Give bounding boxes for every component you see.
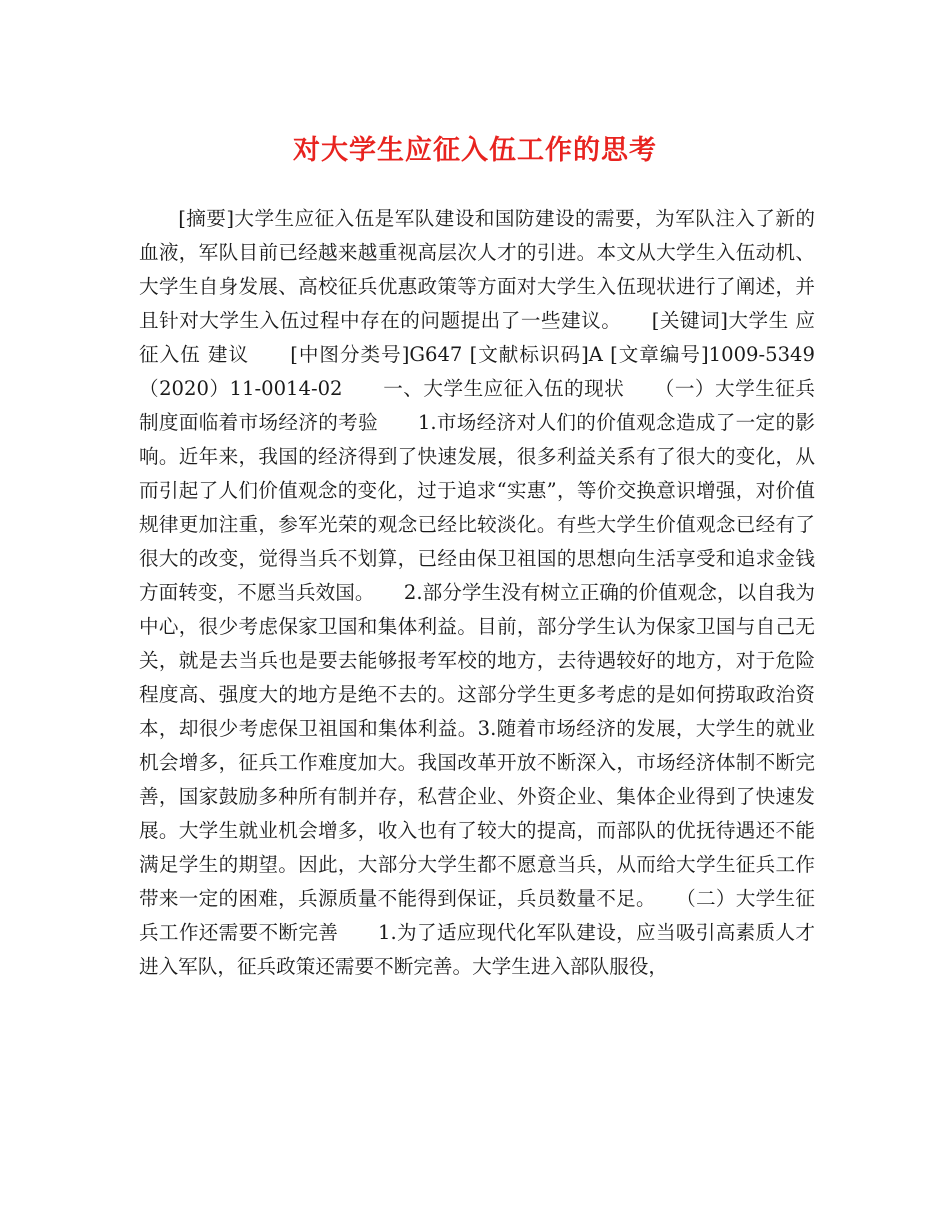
document-title: 对大学生应征入伍工作的思考 — [293, 135, 657, 166]
document-body: [摘要]大学生应征入伍是军队建设和国防建设的需要，为军队注入了新的血液，军队目前已经越来越重视高层次人才的引进。本文从大学生入伍动机、大学生自身发展、高校征兵优惠政策等方面对大学生入伍现状进行了阐述，并且针对大学生入伍过程中存在的问题提出了一些建议。 [关键词]大学生 应征入伍 建议 [中图分类号]G647 [文献标识码]A [文章编号]1009-5349（2020）11-0014-02 一、大学生应征入伍的现状 （一）大学生征兵制度面临着市场经济的考验 1.市场经济对人们的价值观念造成了一定的影响。近年来，我国的经济得到了快速发展，很多利益关系有了很大的变化，从而引起了人们价值观念的变化，过于追求“实惠”，等价交换意识增强，对价值规律更加注重，参军光荣的观念已经比较淡化。有些大学生价值观念已经有了很大的改变，觉得当兵不划算，已经由保卫祖国的思想向生活享受和追求金钱方面转变，不愿当兵效国。 2.部分学生没有树立正确的价值观念，以自我为中心，很少考虑保家卫国和集体利益。目前，部分学生认为保家卫国与自己无关，就是去当兵也是要去能够报考军校的地方，去待遇较好的地方，对于危险程度高、强度大的地方是绝不去的。这部分学生更多考虑的是如何捞取政治资本，却很少考虑保卫祖国和集体利益。3.随着市场经济的发展，大学生的就业机会增多，征兵工作难度加大。我国改革开放不断深入，市场经济体制不断完善，国家鼓励多种所有制并存，私营企业、外资企业、集体企业得到了快速发展。大学生就业机会增多，收入也有了较大的提高，而部队的优抚待遇还不能满足学生的期望。因此，大部分大学生都不愿意当兵，从而给大学生征兵工作带来一定的困难，兵源质量不能得到保证，兵员数量不足。 （二）大学生征兵工作还需要不断完善 1.为了适应现代化军队建设，应当吸引高素质人才进入军队，征兵政策还需要不断完善。大学生进入部队服役， — [139, 207, 815, 978]
